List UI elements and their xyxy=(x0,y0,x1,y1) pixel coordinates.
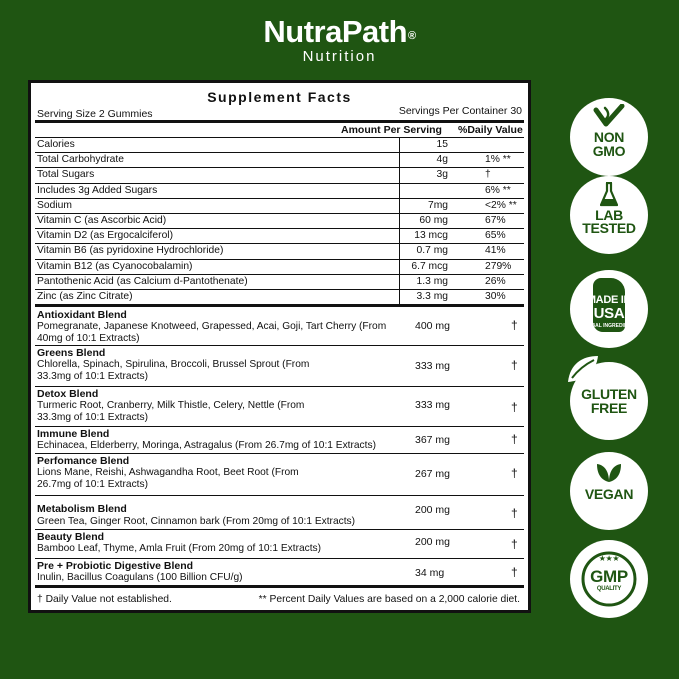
blend-row xyxy=(35,496,524,530)
blend-dv: † xyxy=(511,466,518,480)
brand-name-text: NutraPath xyxy=(263,14,408,49)
nutrient-name: Total Carbohydrate xyxy=(37,154,125,166)
nutrient-row xyxy=(35,168,524,183)
daily-value-header: %Daily Value xyxy=(458,124,523,136)
nutrient-dv: 279% xyxy=(485,260,512,272)
nutrient-name: Vitamin D2 (as Ergocalciferol) xyxy=(37,230,174,242)
nutrient-row xyxy=(35,244,524,259)
nutrient-dv: 65% xyxy=(485,230,506,242)
blend-name: Antioxidant Blend xyxy=(37,309,127,321)
leaf-icon xyxy=(566,354,600,384)
badge-line-1: NON xyxy=(593,129,625,145)
stars-icon: ★★★ xyxy=(598,554,620,563)
nutrient-amount: 4g xyxy=(436,154,448,166)
blend-ingredients: Pomegranate, Japanese Knotweed, Grapessed, Acai, Goji, Tart Cherry (From 40mg of 10:1 Extracts) xyxy=(37,321,387,344)
blend-name: Metabolism Blend xyxy=(37,503,127,515)
nutrient-dv: 26% xyxy=(485,275,506,287)
blend-row xyxy=(35,427,524,454)
blend-amount: 333 mg xyxy=(415,399,451,411)
blend-dv: † xyxy=(511,432,518,446)
column-divider xyxy=(399,138,400,305)
badge-line-1: VEGAN xyxy=(584,486,634,502)
badge-subtext: GLOBAL INGREDIENTS xyxy=(580,323,638,329)
blend-ingredients: Turmeric Root, Cranberry, Milk Thistle, Celery, Nettle (From 33.3mg of 10:1 Extracts) xyxy=(37,400,305,423)
nutrient-name: Total Sugars xyxy=(37,169,95,181)
servings-per-container: Servings Per Container 30 xyxy=(398,105,522,117)
blend-dv: † xyxy=(511,565,518,579)
vegan-leaf-icon xyxy=(595,460,623,484)
badge-line-2: GMO xyxy=(592,143,626,159)
blend-row xyxy=(35,530,524,559)
registered-mark: ® xyxy=(408,30,416,42)
nutrient-name: Includes 3g Added Sugars xyxy=(37,184,158,196)
badge-gmp-quality xyxy=(570,540,648,618)
nutrient-row xyxy=(35,275,524,290)
blend-name: Beauty Blend xyxy=(37,531,105,543)
amount-header: Amount Per Serving xyxy=(341,124,442,136)
blend-ingredients: Lions Mane, Reishi, Ashwagandha Root, Beet Root (From 26.7mg of 10:1 Extracts) xyxy=(37,467,299,490)
blend-ingredients: Echinacea, Elderberry, Moringa, Astragalus (From 26.7mg of 10:1 Extracts) xyxy=(37,440,376,451)
non-gmo-check-icon xyxy=(592,104,626,128)
footnote-dagger: † Daily Value not established. xyxy=(37,594,172,605)
blend-row xyxy=(35,454,524,496)
header-rule xyxy=(35,120,524,123)
badge-gluten-free xyxy=(570,362,648,440)
nutrient-name: Vitamin B12 (as Cyanocobalamin) xyxy=(37,260,193,272)
nutrient-amount: 3.3 mg xyxy=(416,290,448,302)
nutrient-name: Vitamin B6 (as pyridoxine Hydrochloride) xyxy=(37,245,224,257)
badge-line-2: USA xyxy=(593,305,625,322)
blend-dv: † xyxy=(511,506,518,520)
nutrient-dv: <2% ** xyxy=(485,199,517,211)
footnote-daily-values: ** Percent Daily Values are based on a 2,000 calorie diet. xyxy=(258,594,520,605)
nutrient-dv: 6% ** xyxy=(485,184,511,196)
nutrient-row xyxy=(35,184,524,199)
nutrient-name: Calories xyxy=(37,139,75,150)
facts-title: Supplement Facts xyxy=(207,89,352,105)
blend-dv: † xyxy=(511,537,518,551)
blend-name: Immune Blend xyxy=(37,428,110,440)
nutrient-name: Vitamin C (as Ascorbic Acid) xyxy=(37,214,167,226)
blend-name: Pre + Probiotic Digestive Blend xyxy=(37,560,194,572)
nutrient-row xyxy=(35,290,524,305)
blend-amount: 200 mg xyxy=(415,536,451,548)
badge-vegan xyxy=(570,452,648,530)
blend-ingredients: Inulin, Bacillus Coagulans (100 Billion CFU/g) xyxy=(37,572,243,583)
badge-line-1: GLUTEN xyxy=(581,386,637,402)
nutrient-dv: 30% xyxy=(485,290,506,302)
blend-ingredients: Green Tea, Ginger Root, Cinnamon bark (From 20mg of 10:1 Extracts) xyxy=(37,516,356,527)
blend-name: Greens Blend xyxy=(37,347,106,359)
blend-name: Perfomance Blend xyxy=(37,455,130,467)
badge-line-2: QUALITY xyxy=(596,586,622,592)
nutrient-row xyxy=(35,199,524,214)
nutrient-row xyxy=(35,138,524,153)
nutrient-amount: 13 mcg xyxy=(414,230,448,242)
supplement-facts-panel xyxy=(28,80,531,613)
nutrient-amount: 15 xyxy=(436,139,448,150)
blend-name: Detox Blend xyxy=(37,388,99,400)
blend-row xyxy=(35,346,524,387)
blend-amount: 34 mg xyxy=(415,567,445,579)
nutrient-amount: 1.3 mg xyxy=(416,275,448,287)
nutrient-table xyxy=(35,138,524,305)
lab-flask-icon xyxy=(600,182,618,208)
nutrient-amount: 0.7 mg xyxy=(416,245,448,257)
badge-line-1: MADE IN xyxy=(586,294,632,306)
blend-amount: 200 mg xyxy=(415,504,451,516)
blend-row xyxy=(35,559,524,588)
brand-header xyxy=(0,14,679,66)
blend-amount: 333 mg xyxy=(415,360,451,372)
nutrient-name: Pantothenic Acid (as Calcium d-Pantothenate) xyxy=(37,275,248,287)
blend-amount: 267 mg xyxy=(415,468,451,480)
badge-line-2: TESTED xyxy=(582,220,636,236)
brand-subtitle: Nutrition xyxy=(302,48,377,65)
blend-ingredients: Chlorella, Spinach, Spirulina, Broccoli, Brussel Sprout (From 33.3mg of 10:1 Extracts) xyxy=(37,359,310,382)
blend-amount: 400 mg xyxy=(415,320,451,332)
brand-name xyxy=(0,14,679,50)
badge-line-1: GMP xyxy=(590,567,628,586)
nutrient-dv: † xyxy=(485,169,491,181)
nutrient-row xyxy=(35,153,524,168)
nutrient-dv: 1% ** xyxy=(485,154,511,166)
badge-made-in-usa xyxy=(570,270,648,348)
blend-row xyxy=(35,387,524,427)
nutrient-row xyxy=(35,260,524,275)
blend-section-rule xyxy=(35,304,524,307)
nutrient-name: Zinc (as Zinc Citrate) xyxy=(37,290,133,302)
nutrient-name: Sodium xyxy=(37,199,72,211)
nutrient-amount: 3g xyxy=(436,169,448,181)
blend-dv: † xyxy=(511,400,518,414)
nutrient-amount: 60 mg xyxy=(419,214,448,226)
nutrient-amount: 7mg xyxy=(427,199,448,211)
blend-amount: 367 mg xyxy=(415,434,451,446)
blend-row xyxy=(35,308,524,346)
nutrient-dv: 67% xyxy=(485,214,506,226)
nutrient-amount: 6.7 mcg xyxy=(411,260,448,272)
nutrient-row xyxy=(35,214,524,229)
nutrient-dv: 41% xyxy=(485,245,506,257)
badge-line-2: FREE xyxy=(590,400,628,416)
badge-non-gmo xyxy=(570,98,648,176)
badge-lab-tested xyxy=(570,176,648,254)
serving-size: Serving Size 2 Gummies xyxy=(37,108,153,120)
badge-line-1: LAB xyxy=(595,207,623,223)
nutrient-row xyxy=(35,229,524,244)
blend-dv: † xyxy=(511,358,518,372)
blend-dv: † xyxy=(511,318,518,332)
blend-ingredients: Bamboo Leaf, Thyme, Amla Fruit (From 20mg of 10:1 Extracts) xyxy=(37,543,322,554)
